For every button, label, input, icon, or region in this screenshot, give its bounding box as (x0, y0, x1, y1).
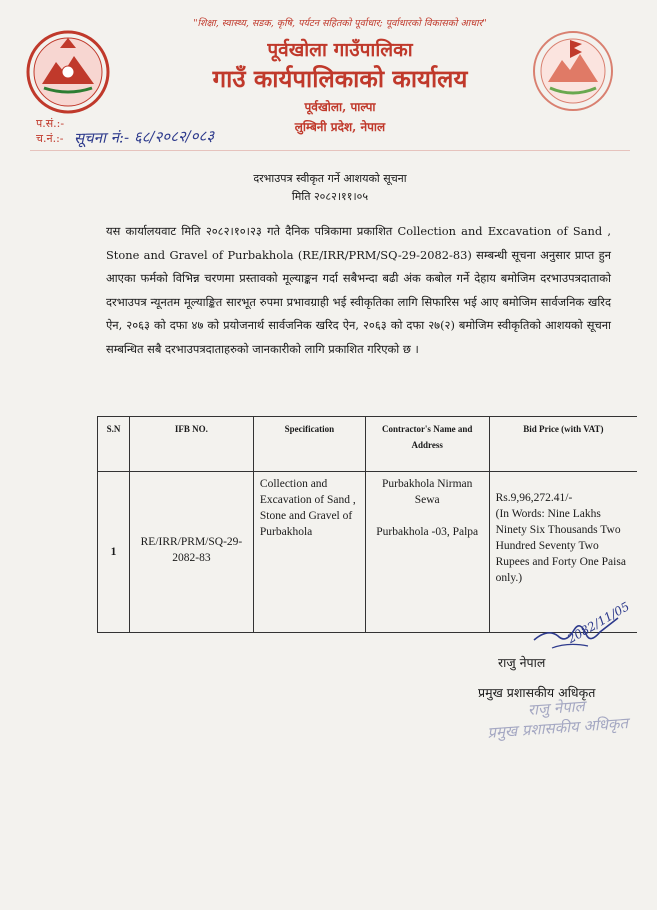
nepal-emblem-left-icon (22, 26, 114, 118)
signatory-post: प्रमुख प्रशासकीय अधिकृत (478, 685, 596, 700)
header-bid-price: Bid Price (with VAT) (489, 417, 637, 472)
contractor-name: Purbakhola Nirman Sewa (382, 478, 473, 506)
office-title: गाउँ कार्यपालिकाको कार्यालय (212, 64, 468, 93)
bid-amount: Rs.9,96,272.41/- (495, 492, 573, 504)
stamp-post: प्रमुख प्रशासकीय अधिकृत (486, 714, 629, 742)
contractor-address: Purbakhola -03, Palpa (376, 526, 479, 538)
handwritten-notice-number: सूचना नं:- ६८/२०८२/०८३ (73, 126, 215, 148)
cell-contractor (365, 472, 489, 633)
notice-body: यस कार्यालयवाट मिति २०८२।१०।२३ गते दैनिक पत्रिकामा प्रकाशित Collection and Excavation of Sand , Stone and Gravel of Purbakhola (RE/IRR/PRM/SQ-29-2082-83) सम्बन्धी सूचना अनुसार प्राप्त हुन आएका फर्मको विभिन्न चरणमा प्रस्तावको मूल्याङ्कन गर्दा सबैभन्दा बढी अंक कबोल गर्ने देहाय बमोजिम दरभाउपत्रदाताको दरभाउपत्र न्यूनतम मूल्याङ्कित सारभूत रुपमा प्रभावग्राही भई स्वीकृतिका लागि सिफारिस भई आए बमोजिम सार्वजनिक खरिद ऐन, २०६३ को दफा ४७ को प्रयोजनार्थ सार्वजनिक खरिद ऐन, २०६३ को दफा २७(२) बमोजिम स्वीकृतिको आशयको सूचना सम्बन्धित सबै दरभाउपत्रदाताहरुको जानकारीको लागि प्रकाशित गरिएको छ । (106, 224, 611, 356)
notice-subject: दरभाउपत्र स्वीकृत गर्ने आशयको सूचना (253, 172, 407, 185)
notice-date: मिति २०८२।११।०५ (291, 190, 369, 203)
ps-label: प.सं.:- (36, 117, 65, 130)
cell-ifb-number: RE/IRR/PRM/SQ-29-2082-83 (129, 472, 253, 633)
municipality-logo-right-icon (530, 28, 616, 114)
header-ifb: IFB NO. (129, 417, 253, 472)
table-header-row (98, 417, 638, 472)
signatory-name: राजु नेपाल (498, 655, 546, 670)
stamp-name: राजु नेपाल (527, 697, 586, 720)
cell-specification: Collection and Excavation of Sand , Stone and Gravel of Purbakhola (253, 472, 365, 633)
official-stamp (468, 692, 646, 758)
cell-sn: 1 (98, 472, 130, 633)
motto-text: "शिक्षा, स्वास्थ्य, सडक, कृषि, पर्यटन सहितको पूर्वाधार; पूर्वाधारको विकासको आधार" (193, 18, 487, 29)
office-address-line1: पूर्वखोला, पाल्पा (304, 100, 376, 114)
signature-date: 2082/11/05 (565, 599, 632, 646)
header-contractor: Contractor's Name and Address (365, 417, 489, 472)
header-specification: Specification (253, 417, 365, 472)
cn-label: च.नं.:- (36, 132, 64, 145)
header-sn: S.N (98, 417, 130, 472)
office-address-line2: लुम्बिनी प्रदेश, नेपाल (294, 120, 386, 134)
header-divider (30, 150, 630, 151)
bid-amount-words: (In Words: Nine Lakhs Ninety Six Thousands Two Hundred Seventy Two Rupees and Forty One Paisa only.) (495, 508, 626, 584)
office-name: पूर्वखोला गाउँपालिका (267, 39, 413, 61)
